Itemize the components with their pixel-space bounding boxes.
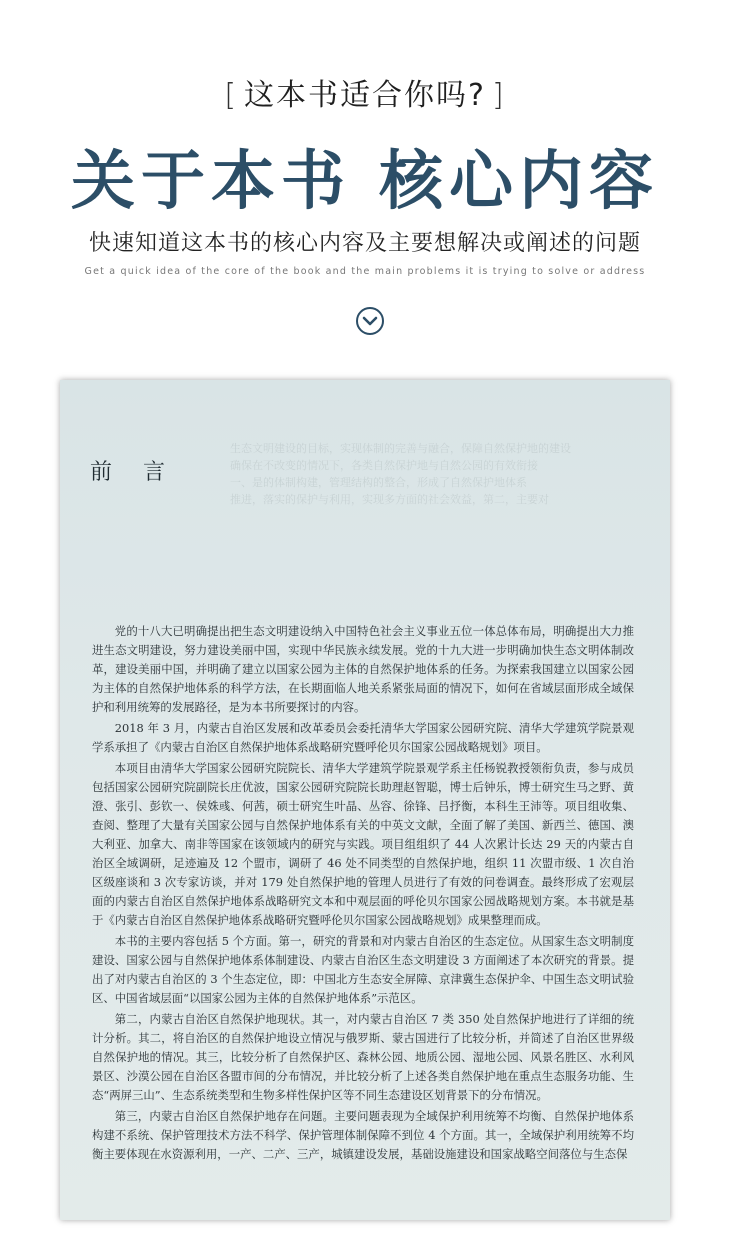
paragraph: 本项目由清华大学国家公园研究院院长、清华大学建筑学院景观学系主任杨锐教授领衔负责，参与成员包括国家公园研究院副院长庄优波，国家公园研究院院长助理赵智聪，博士后钟乐，博士研究生马之野、黄澄、张引、彭钦一、侯姝彧、何茜，硕士研究生叶晶、丛容、徐锋、吕抒衡，本科生王沛等。项目组收集、查阅、整理了大量有关国家公园与自然保护地体系有关的中英文文献，全面了解了美国、新西兰、德国、澳大利亚、加拿大、南非等国家在该领域内的研究与实践。项目组组织了 44 人次累计长达 29 天的内蒙古自治区全域调研，足迹遍及 12 个盟市，调研了 46 处不同类型的自然保护地，组织 11 次盟市级、1 次自治区级座谈和 3 次专家访谈，并对 179 处自然保护地的管理人员进行了有效的问卷调查。最终形成了宏观层面的内蒙古自治区自然保护地体系战略研究文本和中观层面的呼伦贝尔国家公园战略规划方案。本书就是基于《内蒙古自治区自然保护地体系战略研究暨呼伦贝尔国家公园战略规划》成果整理而成。	[92, 761, 634, 927]
question-text: 这本书适合你吗?	[244, 78, 486, 113]
main-title	[0, 130, 730, 222]
paragraph: 2018 年 3 月，内蒙古自治区发展和改革委员会委托清华大学国家公园研究院、清华大学建筑学院景观学系承担了《内蒙古自治区自然保护地体系战略研究暨呼伦贝尔国家公园战略规划》项目。	[92, 721, 634, 754]
preface-heading: 前 言	[90, 460, 177, 485]
paragraph: 第三，内蒙古自治区自然保护地存在问题。主要问题表现为全域保护利用统筹不均衡、自然保护地体系构建不系统、保护管理技术方法不科学、保护管理体制保障不到位 4 个方面。其一，全域保护利用统筹不均衡主要体现在水资源利用，一产、二产、三产，城镇建设发展，基础设施建设和国家战略空间落位与生态保	[92, 1109, 634, 1161]
bracket-left: [	[224, 78, 239, 113]
paragraph: 第二，内蒙古自治区自然保护地现状。其一，对内蒙古自治区 7 类 350 处自然保护地进行了详细的统计分析。其二，将自治区的自然保护地设立情况与俄罗斯、蒙古国进行了比较分析，并简述了自治区世界级自然保护地的情况。其三，比较分析了自然保护区、森林公园、地质公园、湿地公园、风景名胜区、水利风景区、沙漠公园在自治区各盟市间的分布情况，并比较分析了上述各类自然保护地在重点生态服务功能、生态“两屏三山”、生态系统类型和生物多样性保护区等不同生态建设区划背景下的分布情况。	[92, 1012, 634, 1102]
preface-body	[92, 622, 634, 1166]
book-page-photo	[60, 380, 670, 1220]
bracket-right: ]	[491, 78, 506, 113]
title-part-core-content: 核心内容	[379, 144, 659, 219]
question-line	[0, 70, 730, 114]
paragraph: 本书的主要内容包括 5 个方面。第一，研究的背景和对内蒙古自治区的生态定位。从国家生态文明制度建设、国家公园与自然保护地体系体制建设、内蒙古自治区生态文明建设 3 方面阐述了本次研究的背景。提出了对内蒙古自治区的 3 个生态定位，即：中国北方生态安全屏障、京津冀生态保护伞、中国生态文明试验区、中国省域层面“以国家公园为主体的自然保护地体系”示范区。	[92, 934, 634, 1005]
subtitle-english: Get a quick idea of the core of the book and the main problems it is trying to solve or address	[84, 266, 646, 277]
subtitle-chinese: 快速知道这本书的核心内容及主要想解决或阐述的问题	[88, 231, 641, 256]
title-part-about-book: 关于本书	[71, 144, 351, 219]
bleed-through-text: 生态文明建设的目标，实现体制的完善与融合，保障自然保护地的建设 确保在不改变的情况下，各类自然保护地与自然公园的有效衔接 一、是的体制构建，管理结构的整合，形成了自然保护地体系 推进，落实的保护与利用，实现多方面的社会效益，第二，主要对	[230, 442, 571, 506]
paragraph: 党的十八大已明确提出把生态文明建设纳入中国特色社会主义事业五位一体总体布局，明确提出大力推进生态文明建设，努力建设美丽中国，实现中华民族永续发展。党的十九大进一步明确加快生态文明体制改革，建设美丽中国，并明确了建立以国家公园为主体的自然保护地体系的任务。为探索我国建立以国家公园为主体的自然保护地体系的科学方法，在长期面临人地关系紧张局面的情况下，如何在省域层面形成全域保护和利用统筹的发展路径，是为本书所要探讨的内容。	[92, 624, 634, 714]
chevron-down-circle-icon[interactable]	[355, 306, 385, 336]
header-banner	[0, 0, 730, 360]
